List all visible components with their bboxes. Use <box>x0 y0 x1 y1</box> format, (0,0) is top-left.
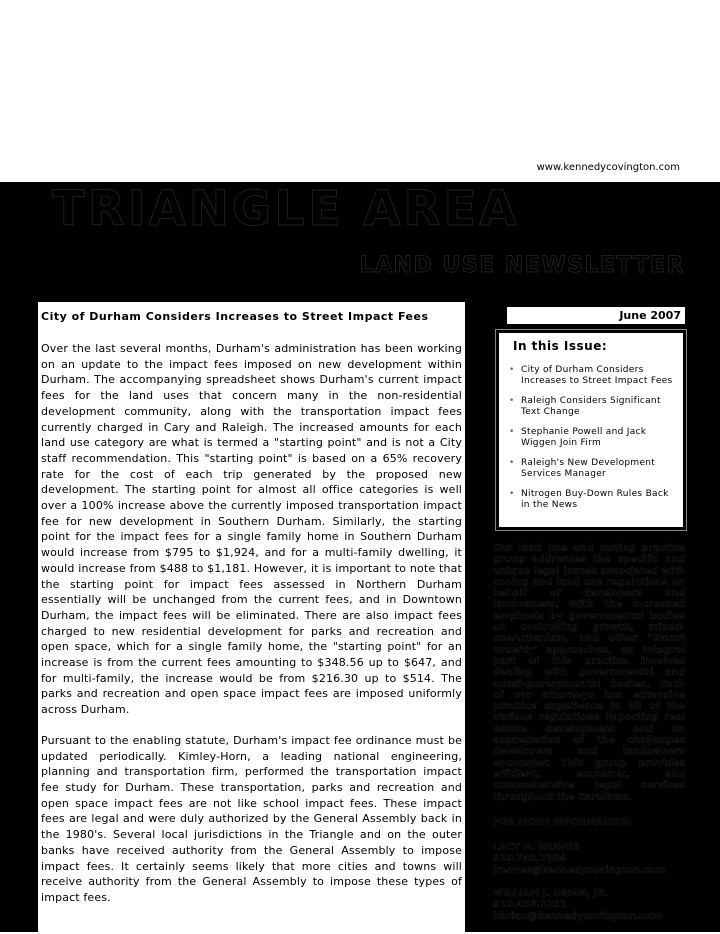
more-info-label: FOR MORE INFORMATION: <box>493 816 633 828</box>
issue-item[interactable]: • Stephanie Powell and Jack Wiggen Join Firm <box>509 427 673 449</box>
contact-email[interactable]: lreaves@kennedycovington.com <box>493 864 666 876</box>
practice-group-sidebar <box>493 543 685 934</box>
issue-item[interactable]: • Raleigh Considers Significant Text Change <box>509 396 673 418</box>
contact-phone[interactable]: 919.743.7304 <box>493 853 567 865</box>
article-headline: City of Durham Considers Increases to Street Impact Fees <box>41 310 429 323</box>
main-article <box>38 302 465 932</box>
contact-card <box>493 842 685 876</box>
contact-name: WILLIAM J. BRIAN, JR. <box>493 888 609 900</box>
practice-description: Our land use and zoning practice group addresses the specific and unique legal issues associated with zoning and land use regulations on behalf of developers and landowners. With the increased emphasis by governmental bodies on controlling growth, mixed-use/urbanism, and other "Smart Growth" approaches, an integral part of this practice involves dealing with governmental and quasi-governmental bodies. Each of our attorneys has extensive practice experience in all of the various regulations impacting real estate development and an appreciation of the challenges developers and landowners encounter. This group provides efficient, economic, and comprehensive legal services throughout the Carolinas. <box>493 543 685 803</box>
website-url[interactable]: www.kennedycovington.com <box>536 162 680 173</box>
article-paragraph: Pursuant to the enabling statute, Durham's impact fee ordinance must be updated periodically. Kimley-Horn, a leading national engineering, planning and transportation firm, performed the transportation impact fee study for Durham. These transportation, parks and recreation and open space impact fees are not like school impact fees. These impact fees are legal and were duly authorized by the General Assembly back in the 1980's. Several local jurisdictions in the Triangle and on the outer banks have received authority from the General Assembly to impose impact fees. It certainly seems likely that more cities and towns will receive authority from the General Assembly to impose these types of impact fees. <box>41 733 462 904</box>
contact-card <box>493 888 685 922</box>
in-this-issue-box <box>495 329 687 531</box>
contact-email[interactable]: bbrian@kennedycovington.com <box>493 910 662 922</box>
in-this-issue-title: In this Issue: <box>513 339 608 353</box>
newsletter-subtitle: LAND USE NEWSLETTER <box>359 253 685 278</box>
newsletter-title: TRIANGLE AREA <box>52 181 520 237</box>
issue-list <box>509 365 673 511</box>
issue-item[interactable]: • City of Durham Considers Increases to Street Impact Fees <box>509 365 673 387</box>
contact-name: LACY H. REAVES <box>493 842 580 854</box>
issue-item[interactable]: • Raleigh's New Development Services Manager <box>509 458 673 480</box>
issue-item[interactable]: • Nitrogen Buy-Down Rules Back in the News <box>509 489 673 511</box>
issue-date: June 2007 <box>507 307 685 324</box>
article-paragraph: Over the last several months, Durham's administration has been working on an update to the impact fees imposed on new development within Durham. The accompanying spreadsheet shows Durham's current impact fees for the land uses that concern many in the non-residential development community, along with the transportation impact fees currently charged in Cary and Raleigh. The increased amounts for each land use category are what is termed a "starting point" and is not a City staff recommendation. This "starting point" is based on a 65% recovery rate for the cost of each trip generated by the proposed new development. The starting point for almost all office categories is well over a 100% increase above the currently imposed transportation impact fee for new development in Southern Durham. Similarly, the starting point for the impact fees for a single family home in Southern Durham would increase from $795 to $1,924, and for a multi-family dwelling, it would increase from $488 to $1,181. However, it is important to note that the starting point for impact fees assessed in Northern Durham essentially will be unchanged from the current fees, and in Downtown Durham, the impact fees will be eliminated. There are also impact fees charged to new residential development for parks and recreation and open space, which for a single family home, the "starting point" for an increase is from the current fees amounting to $348.56 up to $647, and for multi-family, the increase would be from $216.30 up to $514. The parks and recreation and open space impact fees are imposed uniformly across Durham. <box>41 342 462 717</box>
contact-phone[interactable]: 919.456.1261 <box>493 899 567 911</box>
